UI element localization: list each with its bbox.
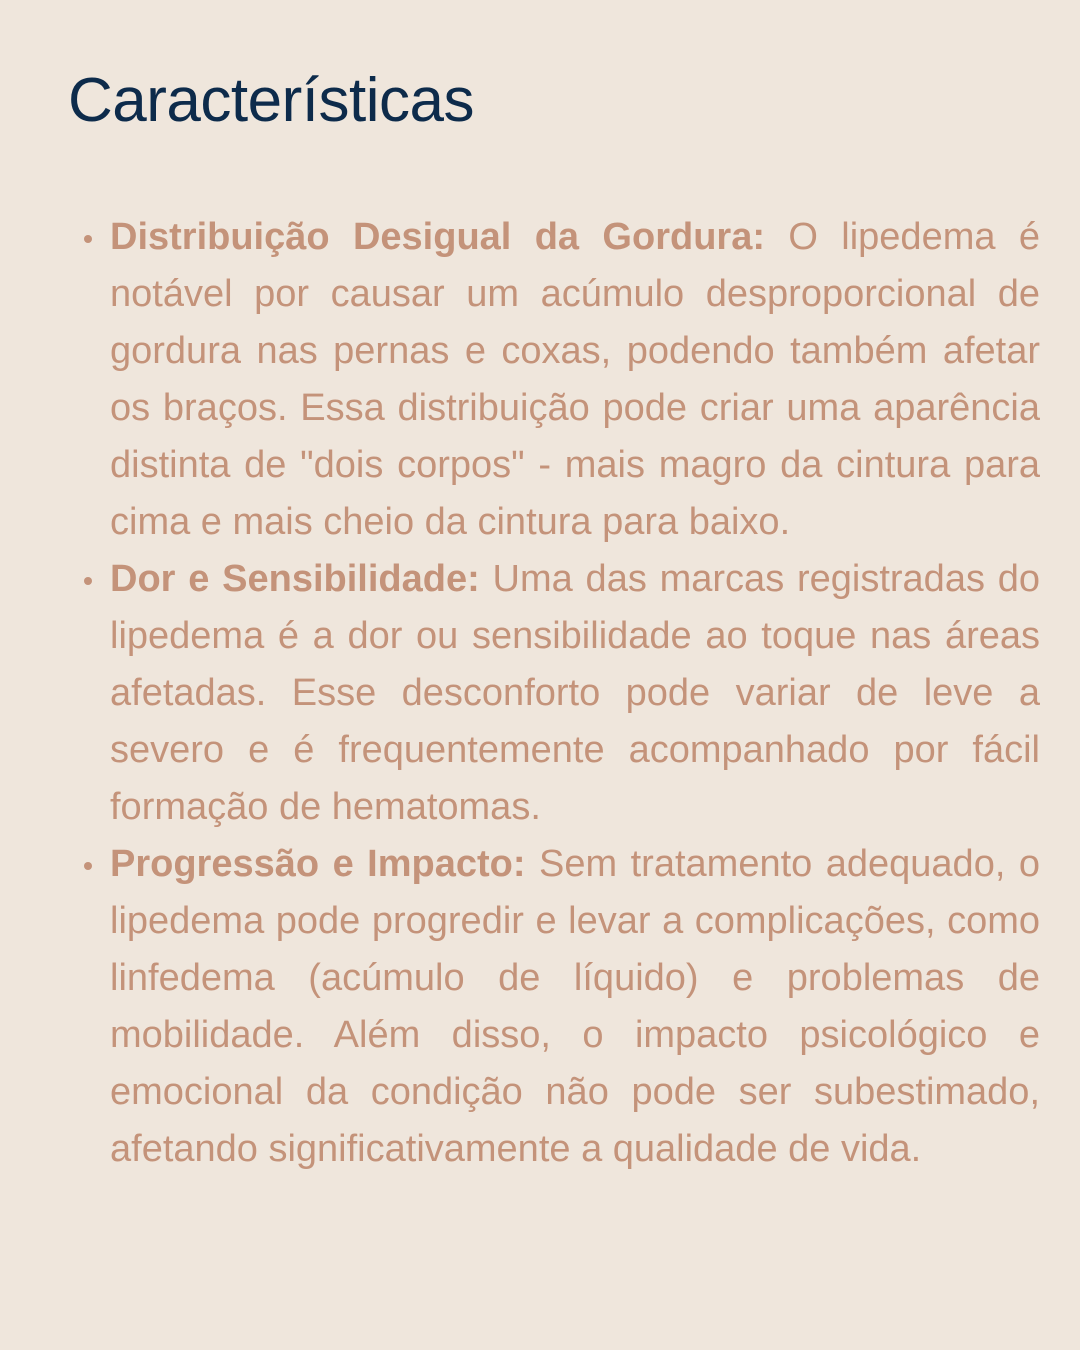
list-item-fat-distribution [110,209,1040,551]
item-text: O lipedema é notável por causar um acúmulo desproporcional de gordura nas pernas e coxas, podendo também afetar os braços. Essa distribuição pode criar uma aparência distinta de "dois corpos" - mais magro da cintura para cima e mais cheio da cintura para baixo. [110,216,1040,543]
item-text: Sem tratamento adequado, o lipedema pode progredir e levar a complicações, como linfedema (acúmulo de líquido) e problemas de mobilidade. Além disso, o impacto psicológico e emocional da condição não pode ser subestimado, afetando significativamente a qualidade de vida. [110,843,1040,1170]
item-term: Distribuição Desigual da Gordura: [110,216,765,258]
bullet-icon [84,862,92,870]
bullet-icon [84,235,92,243]
bullet-icon [84,577,92,585]
list-item-progression-impact [110,836,1040,1178]
item-term: Progressão e Impacto: [110,843,526,885]
page-title: Características [68,66,474,135]
item-text: Uma das marcas registradas do lipedema é a dor ou sensibilidade ao toque nas áreas afetadas. Esse desconforto pode variar de leve a severo e é frequentemente acompanhado por fácil formação de hematomas. [110,558,1041,828]
item-term: Dor e Sensibilidade: [110,558,480,600]
characteristics-list [110,209,1040,1178]
list-item-pain-sensitivity [110,551,1040,836]
